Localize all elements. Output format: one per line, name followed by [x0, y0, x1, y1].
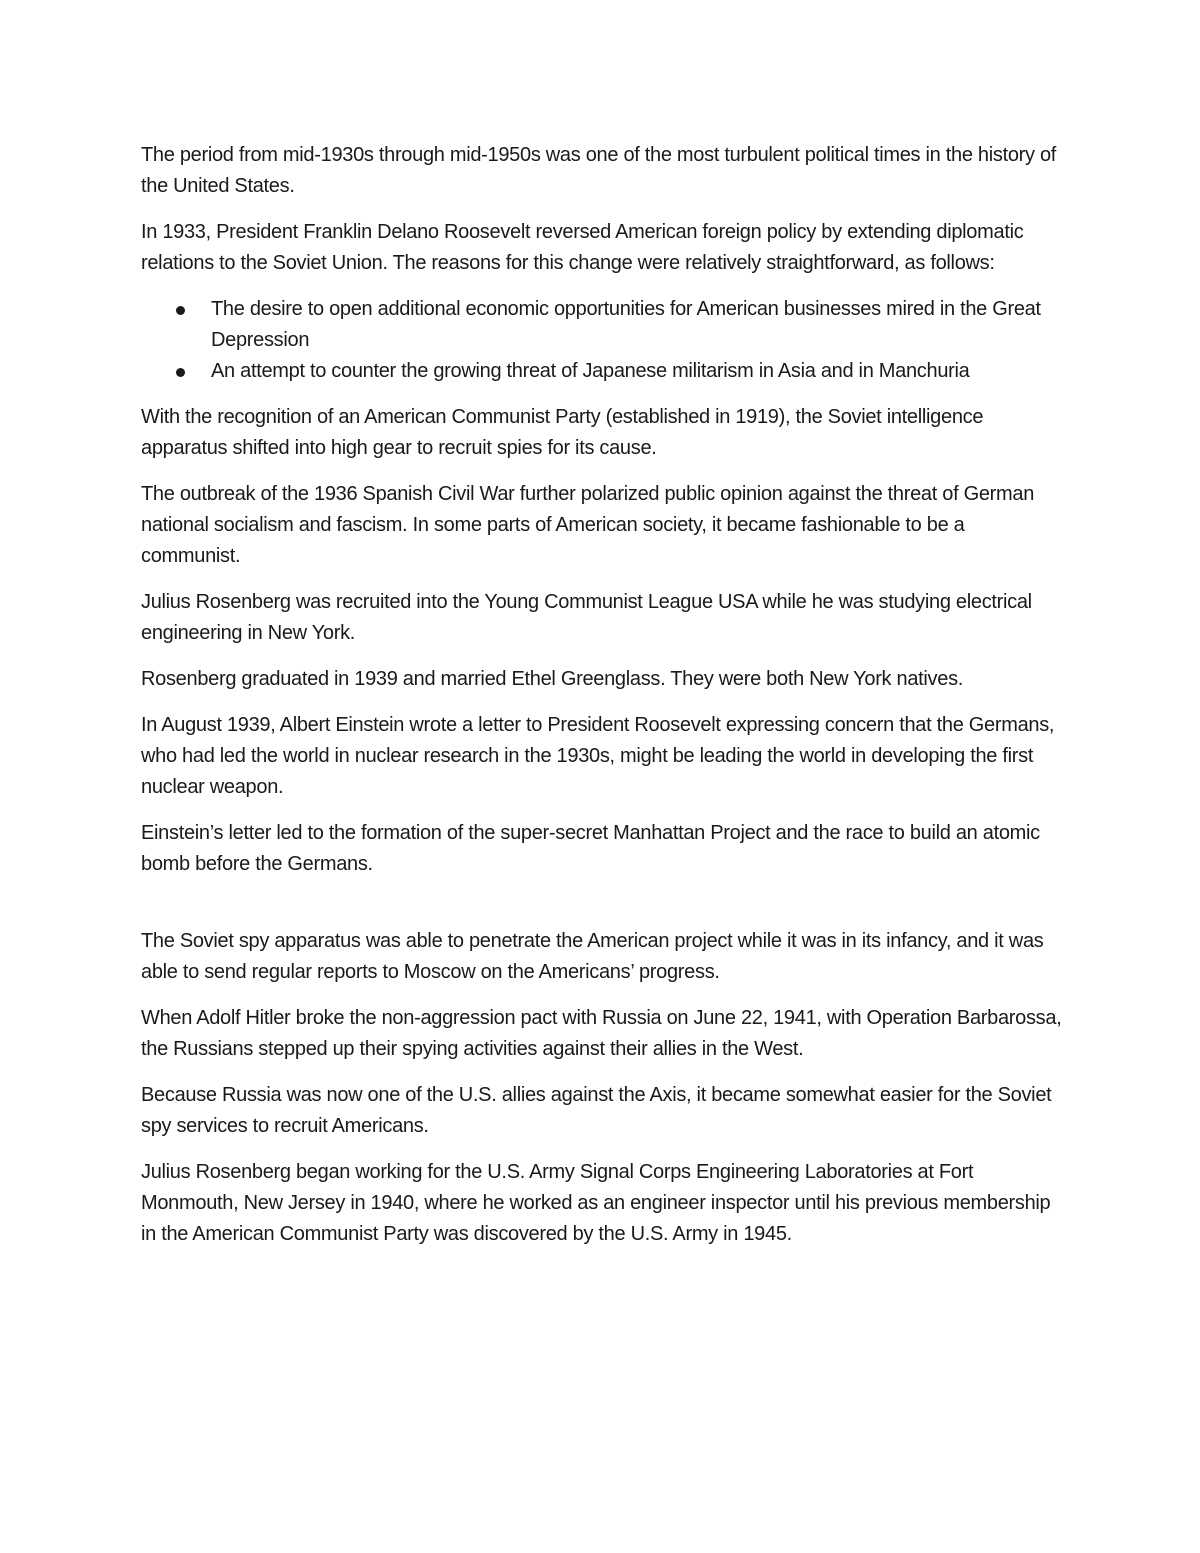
bullet-icon — [176, 306, 185, 315]
paragraph-soviet-spy-apparatus: The Soviet spy apparatus was able to penetrate the American project while it was in its infancy, and it was able to send regular reports to Moscow on the Americans’ progress. — [141, 930, 1044, 983]
list-item — [141, 294, 1066, 356]
list-item-text: An attempt to counter the growing threat of Japanese militarism in Asia and in Manchuria — [211, 360, 970, 382]
paragraph-russia-ally: Because Russia was now one of the U.S. allies against the Axis, it became somewhat easier for the Soviet spy services to recruit Americans. — [141, 1084, 1052, 1137]
document-body — [141, 140, 1066, 1265]
reasons-list — [141, 294, 1066, 387]
paragraph-1933: In 1933, President Franklin Delano Roosevelt reversed American foreign policy by extending diplomatic relations to the Soviet Union. The reasons for this change were relatively straightforward, as follows: — [141, 221, 1024, 274]
list-item — [141, 356, 1066, 387]
paragraph-rosenberg-recruited: Julius Rosenberg was recruited into the Young Communist League USA while he was studying electrical engineering in New York. — [141, 591, 1032, 644]
paragraph-intro: The period from mid-1930s through mid-1950s was one of the most turbulent political times in the history of the United States. — [141, 144, 1057, 197]
paragraph-einstein-letter: In August 1939, Albert Einstein wrote a letter to President Roosevelt expressing concern that the Germans, who had led the world in nuclear research in the 1930s, might be leading the world in developing the first nuclear weapon. — [141, 714, 1055, 798]
bullet-icon — [176, 368, 185, 377]
paragraph-signal-corps: Julius Rosenberg began working for the U.S. Army Signal Corps Engineering Laboratories at Fort Monmouth, New Jersey in 1940, where he worked as an engineer inspector until his previous membership in the American Communist Party was discovered by the U.S. Army in 1945. — [141, 1161, 1051, 1245]
paragraph-operation-barbarossa: When Adolf Hitler broke the non-aggression pact with Russia on June 22, 1941, with Operation Barbarossa, the Russians stepped up their spying activities against their allies in the West. — [141, 1007, 1062, 1060]
paragraph-spanish-civil-war: The outbreak of the 1936 Spanish Civil War further polarized public opinion against the threat of German national socialism and fascism. In some parts of American society, it became fashionable to be a communist. — [141, 483, 1035, 567]
paragraph-communist-party: With the recognition of an American Communist Party (established in 1919), the Soviet intelligence apparatus shifted into high gear to recruit spies for its cause. — [141, 406, 984, 459]
paragraph-manhattan-project: Einstein’s letter led to the formation of the super-secret Manhattan Project and the race to build an atomic bomb before the Germans. — [141, 822, 1040, 875]
paragraph-rosenberg-graduated: Rosenberg graduated in 1939 and married Ethel Greenglass. They were both New York natives. — [141, 668, 964, 690]
list-item-text: The desire to open additional economic opportunities for American businesses mired in the Great Depression — [211, 298, 1041, 351]
